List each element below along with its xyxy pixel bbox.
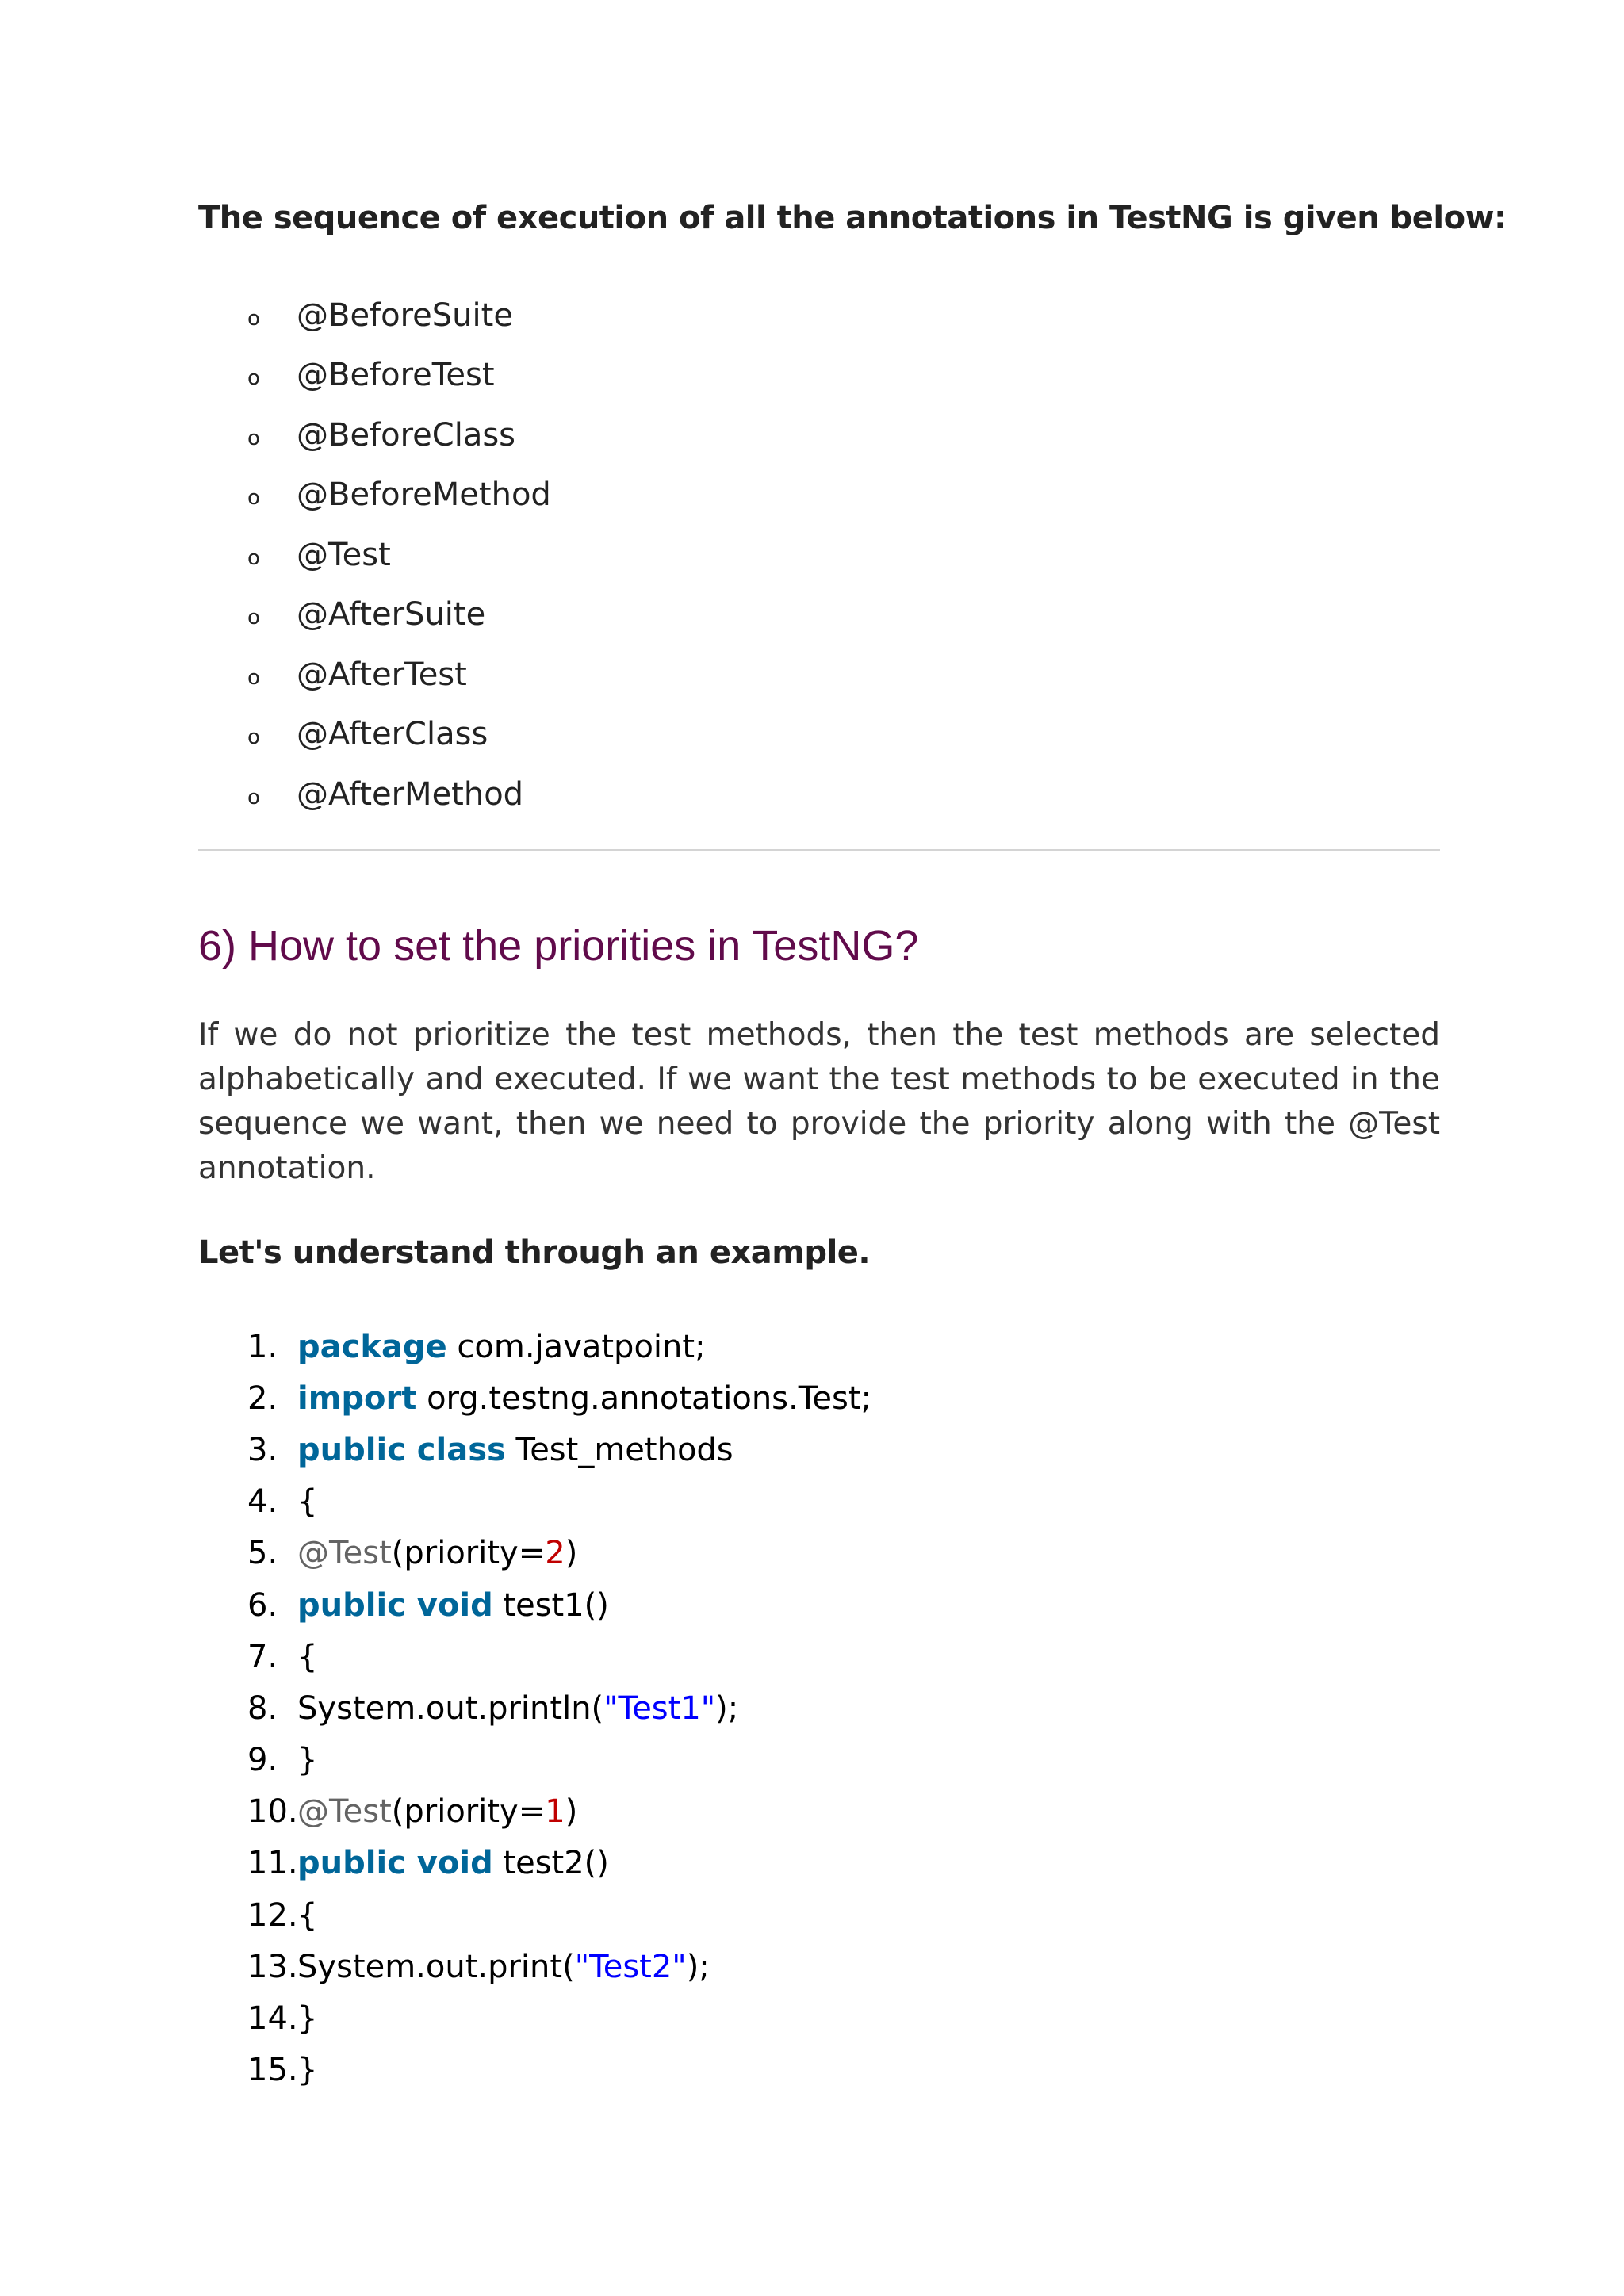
code-line bbox=[247, 1838, 871, 1889]
code-line bbox=[247, 1786, 871, 1838]
list-item bbox=[198, 346, 551, 406]
bullet-icon: o bbox=[247, 545, 260, 570]
code-keyword: package bbox=[297, 1328, 447, 1365]
code-text: com.javatpoint; bbox=[446, 1328, 706, 1365]
code-keyword: public class bbox=[297, 1431, 506, 1468]
list-item bbox=[198, 645, 551, 705]
list-item bbox=[198, 585, 551, 645]
bullet-icon: o bbox=[247, 725, 260, 750]
code-text: } bbox=[297, 2000, 318, 2038]
bullet-icon: o bbox=[247, 486, 260, 511]
code-text: } bbox=[297, 2052, 318, 2089]
code-text: { bbox=[297, 1483, 318, 1521]
code-keyword: import bbox=[297, 1380, 417, 1417]
code-text: ); bbox=[686, 1948, 710, 1985]
code-text: (priority= bbox=[391, 1535, 546, 1572]
example-heading: Let's understand through an example. bbox=[198, 1234, 871, 1271]
line-number: 14. bbox=[247, 2000, 298, 2038]
code-text: { bbox=[297, 1896, 318, 1934]
code-text: Test_methods bbox=[505, 1431, 733, 1468]
bullet-icon: o bbox=[247, 426, 260, 450]
code-text: ) bbox=[565, 1535, 578, 1572]
list-item bbox=[198, 285, 551, 346]
code-keyword: public void bbox=[297, 1845, 493, 1882]
code-line bbox=[247, 1889, 871, 1941]
code-line bbox=[247, 2045, 871, 2096]
bullet-icon: o bbox=[247, 665, 260, 690]
annotation-label: @Test bbox=[297, 536, 391, 573]
line-number: 1. bbox=[247, 1328, 278, 1365]
annotation-label: @AfterMethod bbox=[297, 775, 524, 813]
line-number: 13. bbox=[247, 1948, 298, 1985]
sequence-heading: The sequence of execution of all the annotations in TestNG is given below: bbox=[198, 200, 1507, 236]
line-number: 12. bbox=[247, 1896, 298, 1934]
line-number: 9. bbox=[247, 1742, 278, 1779]
code-line bbox=[247, 1476, 871, 1528]
list-item bbox=[198, 405, 551, 465]
code-text: test2() bbox=[492, 1845, 609, 1882]
bullet-icon: o bbox=[247, 366, 260, 391]
code-number: 1 bbox=[545, 1793, 565, 1831]
code-listing bbox=[247, 1321, 871, 2096]
section-title: 6) How to set the priorities in TestNG? bbox=[198, 922, 919, 970]
line-number: 5. bbox=[247, 1535, 278, 1572]
line-number: 2. bbox=[247, 1380, 278, 1417]
bullet-icon: o bbox=[247, 606, 260, 630]
code-text: (priority= bbox=[391, 1793, 546, 1831]
section-divider bbox=[198, 849, 1440, 851]
annotation-list bbox=[198, 285, 551, 825]
code-line bbox=[247, 1682, 871, 1734]
annotation-label: @AfterSuite bbox=[297, 596, 486, 633]
list-item bbox=[198, 705, 551, 765]
code-line bbox=[247, 1631, 871, 1682]
annotation-label: @BeforeMethod bbox=[297, 476, 551, 514]
annotation-label: @BeforeClass bbox=[297, 416, 516, 453]
code-text: ) bbox=[565, 1793, 578, 1831]
code-text: System.out.print( bbox=[297, 1948, 575, 1985]
code-line bbox=[247, 1424, 871, 1475]
code-string: "Test2" bbox=[574, 1948, 687, 1985]
bullet-icon: o bbox=[247, 785, 260, 809]
line-number: 15. bbox=[247, 2052, 298, 2089]
code-annotation: @Test bbox=[297, 1793, 392, 1831]
code-text: System.out.println( bbox=[297, 1689, 604, 1727]
annotation-label: @AfterClass bbox=[297, 716, 488, 753]
list-item bbox=[198, 525, 551, 585]
code-annotation: @Test bbox=[297, 1535, 392, 1572]
code-line bbox=[247, 1992, 871, 2044]
line-number: 3. bbox=[247, 1431, 278, 1468]
line-number: 8. bbox=[247, 1689, 278, 1727]
code-line bbox=[247, 1579, 871, 1631]
code-line bbox=[247, 1735, 871, 1786]
line-number: 4. bbox=[247, 1483, 278, 1521]
code-text: org.testng.annotations.Test; bbox=[416, 1380, 871, 1417]
code-line bbox=[247, 1372, 871, 1424]
code-text: } bbox=[297, 1742, 318, 1779]
list-item bbox=[198, 465, 551, 526]
annotation-label: @AfterTest bbox=[297, 656, 467, 693]
annotation-label: @BeforeTest bbox=[297, 357, 495, 394]
list-item bbox=[198, 764, 551, 825]
line-number: 6. bbox=[247, 1586, 278, 1624]
code-keyword: public void bbox=[297, 1586, 493, 1624]
line-number: 10. bbox=[247, 1793, 298, 1831]
explanation-paragraph: If we do not prioritize the test methods, then the test methods are selected alphabetically and executed. If we want the test methods to be executed in the sequence we want, then we need to provide the priority along with the @Test annotation. bbox=[198, 1017, 1440, 1186]
bullet-icon: o bbox=[247, 306, 260, 331]
code-number: 2 bbox=[545, 1535, 565, 1572]
code-line bbox=[247, 1321, 871, 1372]
code-line bbox=[247, 1941, 871, 1992]
line-number: 7. bbox=[247, 1638, 278, 1675]
code-text: ); bbox=[715, 1689, 739, 1727]
code-text: test1() bbox=[492, 1586, 609, 1624]
code-line bbox=[247, 1528, 871, 1579]
line-number: 11. bbox=[247, 1845, 298, 1882]
code-string: "Test1" bbox=[603, 1689, 716, 1727]
code-text: { bbox=[297, 1638, 318, 1675]
annotation-label: @BeforeSuite bbox=[297, 297, 513, 334]
